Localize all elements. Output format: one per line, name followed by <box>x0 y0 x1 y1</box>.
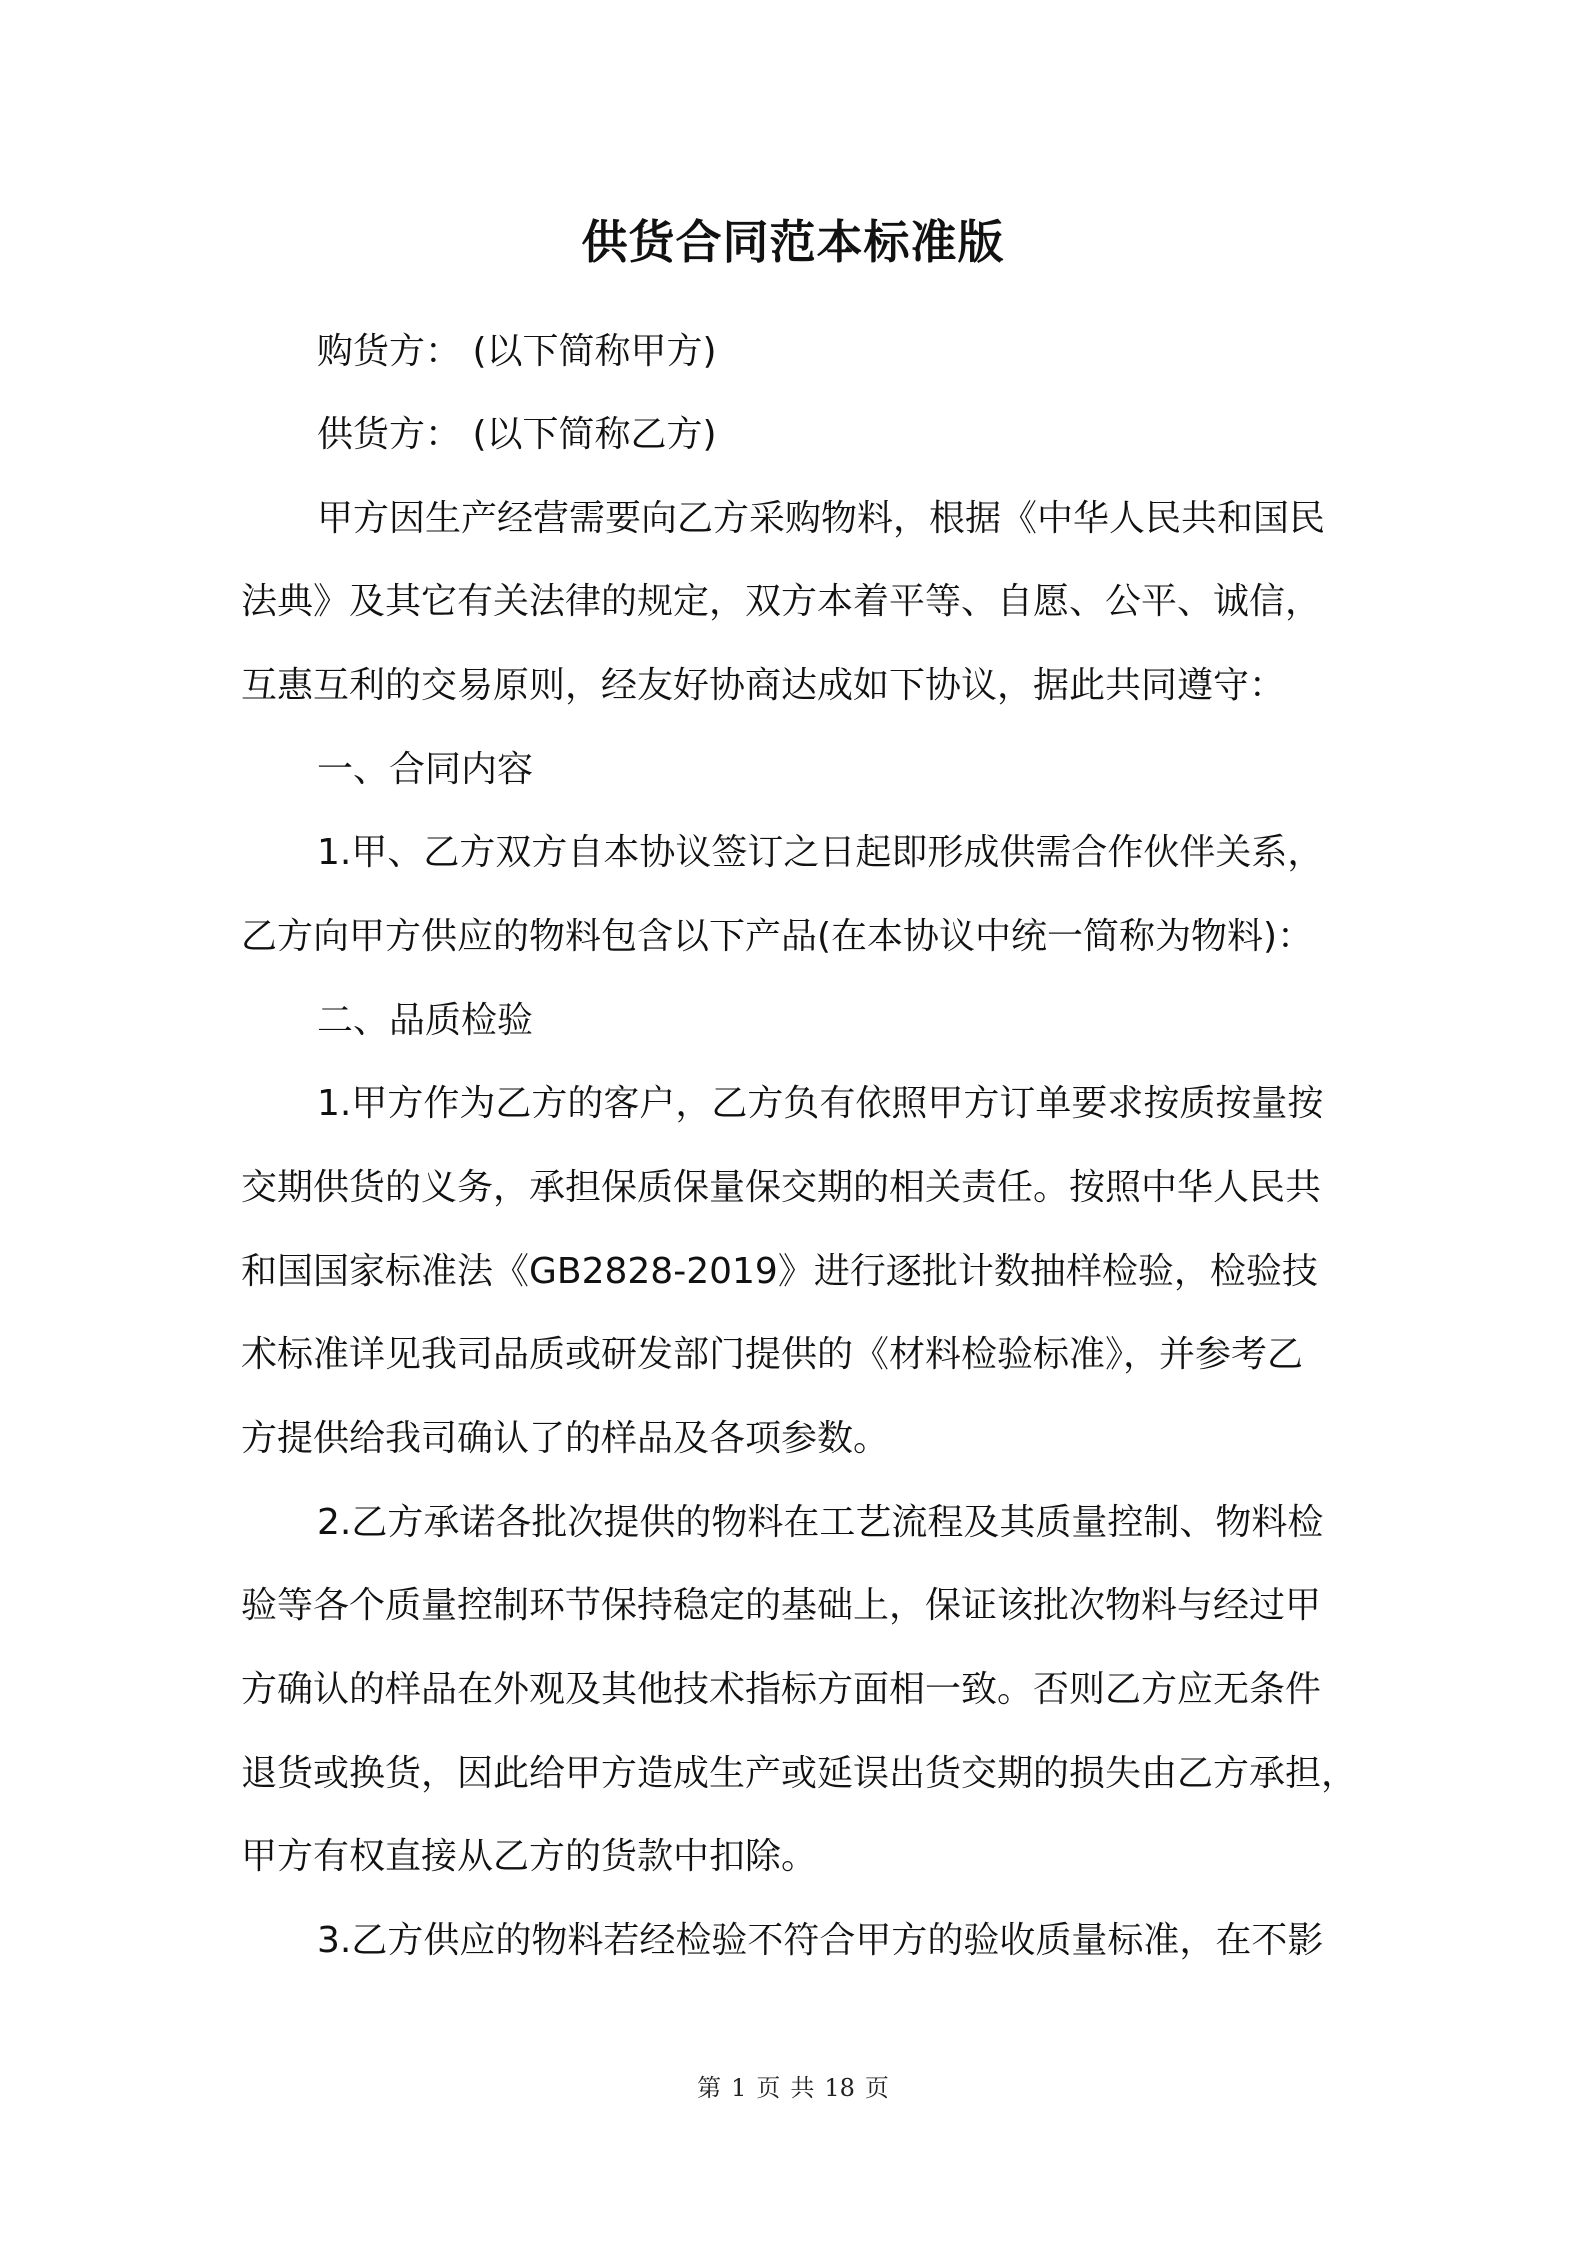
intro-line: 甲方因生产经营需要向乙方采购物料，根据《中华人民共和国民 <box>317 498 1326 539</box>
footer-word: 页 <box>756 2074 781 2102</box>
section-heading: 一、合同内容 <box>317 749 534 790</box>
intro-line: 互惠互利的交易原则，经友好协商达成如下协议，据此共同遵守： <box>241 665 1286 706</box>
clause-line: 2.乙方承诺各批次提供的物料在工艺流程及其质量控制、物料检 <box>317 1502 1324 1543</box>
clause-line: 1.甲、乙方双方自本协议签订之日起即形成供需合作伙伴关系， <box>317 832 1324 873</box>
intro-line: 法典》及其它有关法律的规定，双方本着平等、自愿、公平、诚信， <box>241 581 1322 622</box>
page-total: 18 <box>824 2074 855 2102</box>
clause-line: 1.甲方作为乙方的客户，乙方负有依照甲方订单要求按质按量按 <box>317 1083 1324 1124</box>
footer-word: 共 <box>790 2074 815 2102</box>
clause-line: 甲方有权直接从乙方的货款中扣除。 <box>241 1836 818 1877</box>
footer-word: 第 <box>697 2074 722 2102</box>
supplier-line: 供货方： (以下简称乙方) <box>317 414 717 455</box>
clause-line: 退货或换货，因此给甲方造成生产或延误出货交期的损失由乙方承担， <box>241 1753 1358 1794</box>
clause-line: 验等各个质量控制环节保持稳定的基础上，保证该批次物料与经过甲 <box>241 1585 1322 1626</box>
clause-line: 术标准详见我司品质或研发部门提供的《材料检验标准》，并参考乙 <box>241 1334 1304 1375</box>
clause-line: 3.乙方供应的物料若经检验不符合甲方的验收质量标准，在不影 <box>317 1920 1324 1961</box>
section-heading: 二、品质检验 <box>317 1000 534 1041</box>
document-title: 供货合同范本标准版 <box>581 215 1005 269</box>
page-footer <box>0 2072 1586 2104</box>
clause-line: 乙方向甲方供应的物料包含以下产品(在本协议中统一简称为物料)： <box>241 916 1314 957</box>
buyer-line: 购货方： (以下简称甲方) <box>317 331 717 372</box>
clause-line: 方提供给我司确认了的样品及各项参数。 <box>241 1418 890 1459</box>
clause-line: 和国国家标准法《GB2828-2019》进行逐批计数抽样检验，检验技 <box>241 1251 1318 1292</box>
footer-word: 页 <box>864 2074 889 2102</box>
page-number: 1 <box>731 2074 747 2102</box>
clause-line: 交期供货的义务，承担保质保量保交期的相关责任。按照中华人民共 <box>241 1167 1322 1208</box>
clause-line: 方确认的样品在外观及其他技术指标方面相一致。否则乙方应无条件 <box>241 1669 1322 1710</box>
